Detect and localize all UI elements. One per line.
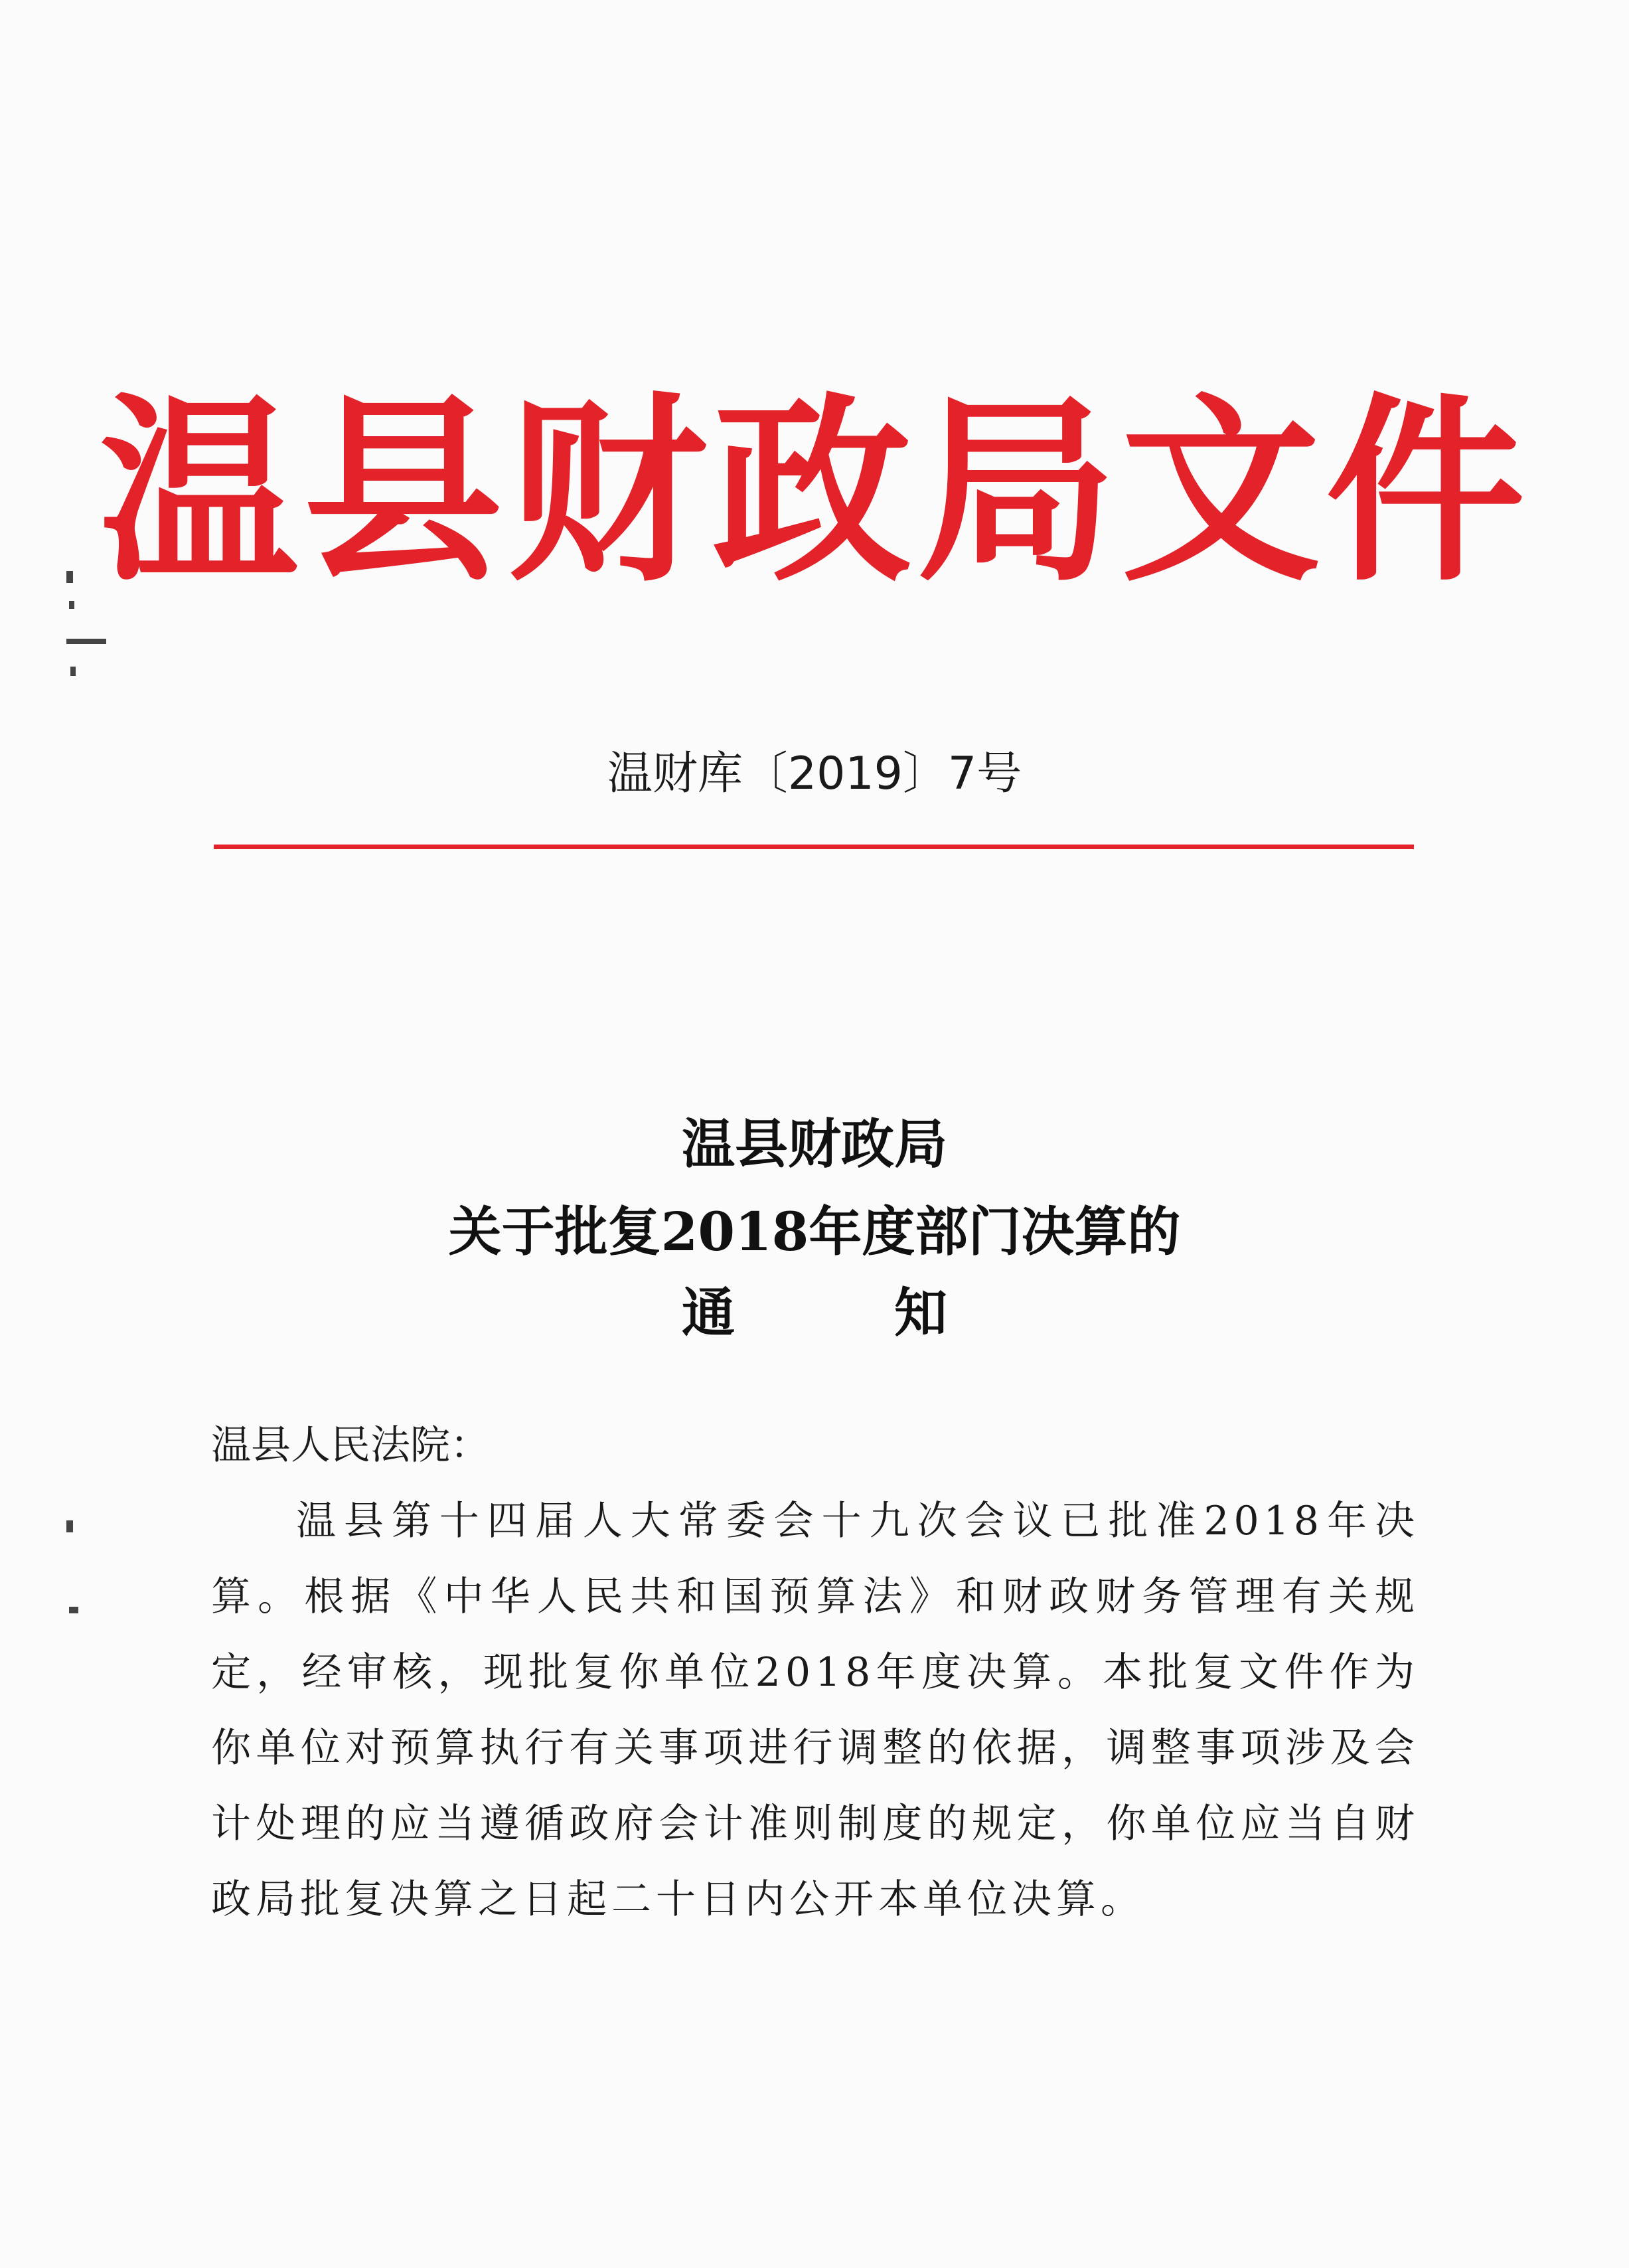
issuing-authority-header: 温县财政局文件: [99, 374, 1530, 608]
body-paragraph: 温县第十四届人大常委会十九次会议已批准2018年决算。根据《中华人民共和国预算法》和财政财务管理有关规定，经审核，现批复你单位2018年度决算。本批复文件作为你单位对预算执行有关事项进行调整的依据，调整事项涉及会计处理的应当遵循政府会计准则制度的规定，你单位应当自财政局批复决算之日起二十日内公开本单位决算。: [211, 1498, 1419, 1923]
salutation: 温县人民法院：: [211, 1422, 490, 1469]
document-number: 温财库〔2019〕7号: [607, 748, 1022, 800]
binding-hole-mark: [66, 639, 106, 644]
binding-hole-mark: [69, 1607, 78, 1613]
red-divider-line: [214, 845, 1414, 849]
title-line-2: 关于批复2018年度部门决算的: [448, 1200, 1181, 1263]
binding-hole-mark: [70, 667, 76, 676]
title-line-1: 温县财政局: [682, 1113, 947, 1175]
title-line-3: 通知: [682, 1281, 1107, 1344]
binding-hole-mark: [66, 1520, 73, 1532]
